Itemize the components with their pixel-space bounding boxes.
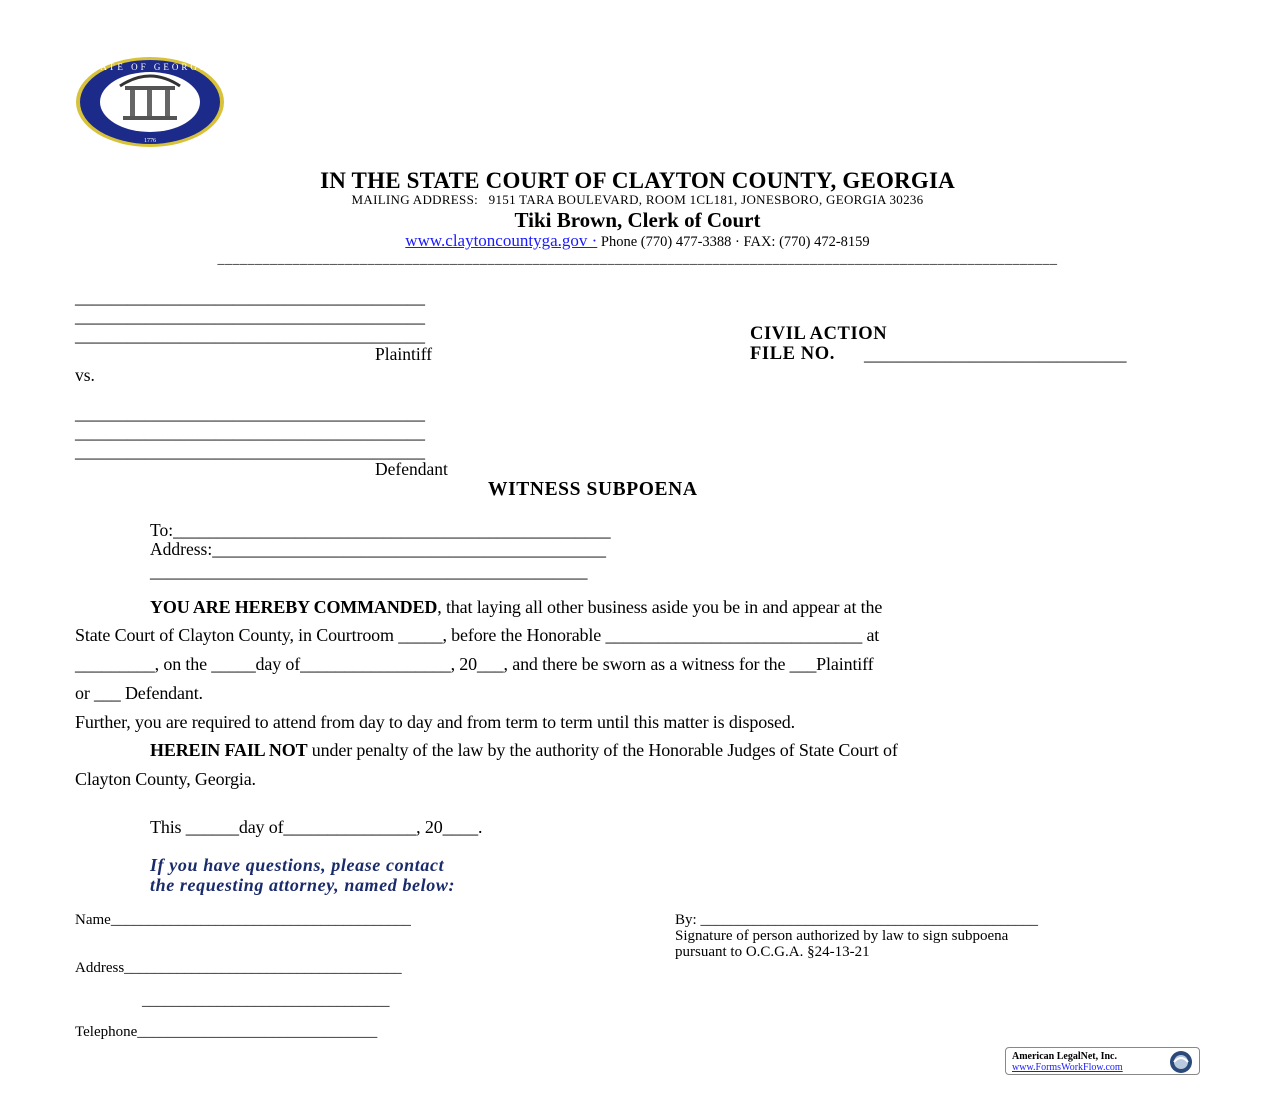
attorney-address-line-2-field[interactable]: _________________________________ xyxy=(142,993,390,1009)
issue-date-line[interactable]: This ______day of_______________, 20____. xyxy=(150,817,483,837)
command-paragraph-line-2: State Court of Clayton County, in Courtroom _____, before the Honorable _____________________________ at xyxy=(75,625,880,645)
svg-text:1776: 1776 xyxy=(144,138,156,144)
attorney-name-label: Name xyxy=(75,912,111,928)
american-legalnet-badge[interactable] xyxy=(1005,1047,1200,1075)
attorney-address-field[interactable]: _____________________________________ xyxy=(124,960,402,976)
fail-not-text: under penalty of the law by the authority of the Honorable Judges of State Court of xyxy=(307,740,898,760)
georgia-state-seal-icon xyxy=(75,56,225,148)
contact-line xyxy=(0,231,1275,251)
plaintiff-label: Plaintiff xyxy=(375,344,433,364)
globe-icon xyxy=(1169,1050,1193,1074)
address-row xyxy=(150,539,606,560)
attorney-name-field[interactable]: ________________________________________ xyxy=(110,912,411,928)
signature-row xyxy=(675,912,1038,929)
command-paragraph-line-1 xyxy=(150,597,882,618)
address-label: Address: xyxy=(150,539,213,559)
civil-action-label: CIVIL ACTION xyxy=(750,324,888,344)
signature-caption-line-1: Signature of person authorized by law to sign subpoena xyxy=(675,928,1009,944)
phone-fax: Phone (770) 477-3388 · FAX: (770) 472-8159 xyxy=(597,234,870,250)
website-link[interactable]: www.claytoncountyga.gov · xyxy=(405,231,598,250)
plaintiff-line-3[interactable]: ________________________________________ xyxy=(75,325,425,345)
to-row xyxy=(150,520,611,541)
command-bold: YOU ARE HEREBY COMMANDED xyxy=(150,597,438,617)
to-label: To: xyxy=(150,520,174,540)
command-paragraph-line-4: or ___ Defendant. xyxy=(75,683,203,703)
attorney-telephone-field[interactable]: ________________________________ xyxy=(137,1024,378,1040)
fail-not-paragraph-line-1 xyxy=(150,740,898,761)
attorney-address-row xyxy=(75,960,402,977)
attendance-paragraph: Further, you are required to attend from day to day and from term to term until this matter is disposed. xyxy=(75,712,796,732)
command-text: , that laying all other business aside you be in and appear at the xyxy=(437,597,883,617)
file-no-label: FILE NO. xyxy=(750,344,835,364)
address-line-2-field[interactable]: __________________________________________________ xyxy=(150,561,588,581)
by-label: By: xyxy=(675,912,697,928)
contact-note-line-2: the requesting attorney, named below: xyxy=(150,875,456,895)
fail-not-paragraph-line-2: Clayton County, Georgia. xyxy=(75,769,256,789)
mailing-address: MAILING ADDRESS: 9151 TARA BOULEVARD, ROOM 1CL181, JONESBORO, GEORGIA 30236 xyxy=(351,192,924,207)
defendant-line-2[interactable]: ________________________________________ xyxy=(75,422,425,442)
svg-text:STATE OF GEORGIA: STATE OF GEORGIA xyxy=(84,62,216,72)
clerk-name: Tiki Brown, Clerk of Court xyxy=(514,208,761,232)
fail-not-bold: HEREIN FAIL NOT xyxy=(150,740,308,760)
file-no-field[interactable]: ______________________________ xyxy=(864,344,1127,364)
signature-field[interactable]: _____________________________________________ xyxy=(700,912,1038,928)
versus-label: vs. xyxy=(75,365,95,385)
attorney-telephone-row xyxy=(75,1024,377,1041)
form-title: WITNESS SUBPOENA xyxy=(488,479,698,500)
defendant-line-1[interactable]: ________________________________________ xyxy=(75,403,425,423)
defendant-label: Defendant xyxy=(375,459,448,479)
to-field[interactable]: __________________________________________________ xyxy=(173,520,611,540)
court-title: IN THE STATE COURT OF CLAYTON COUNTY, GEORGIA xyxy=(320,168,955,193)
defendant-line-3[interactable]: ________________________________________ xyxy=(75,441,425,461)
header-divider: ________________________________________________________________________________________________________________ xyxy=(217,252,1058,267)
contact-note-line-1: If you have questions, please contact xyxy=(150,855,445,875)
signature-caption-line-2: pursuant to O.C.G.A. §24-13-21 xyxy=(675,944,870,960)
address-field[interactable]: _____________________________________________ xyxy=(212,539,606,559)
attorney-name-row xyxy=(75,912,411,929)
plaintiff-line-2[interactable]: ________________________________________ xyxy=(75,306,425,326)
command-paragraph-line-3: _________, on the _____day of_________________, 20___, and there be sworn as a witness for the ___Plaintiff xyxy=(75,654,874,674)
attorney-address-label: Address xyxy=(75,960,125,976)
badge-url[interactable]: www.FormsWorkFlow.com xyxy=(1012,1062,1123,1073)
badge-company: American LegalNet, Inc. xyxy=(1012,1051,1117,1062)
attorney-telephone-label: Telephone xyxy=(75,1024,138,1040)
plaintiff-line-1[interactable]: ________________________________________ xyxy=(75,287,425,307)
